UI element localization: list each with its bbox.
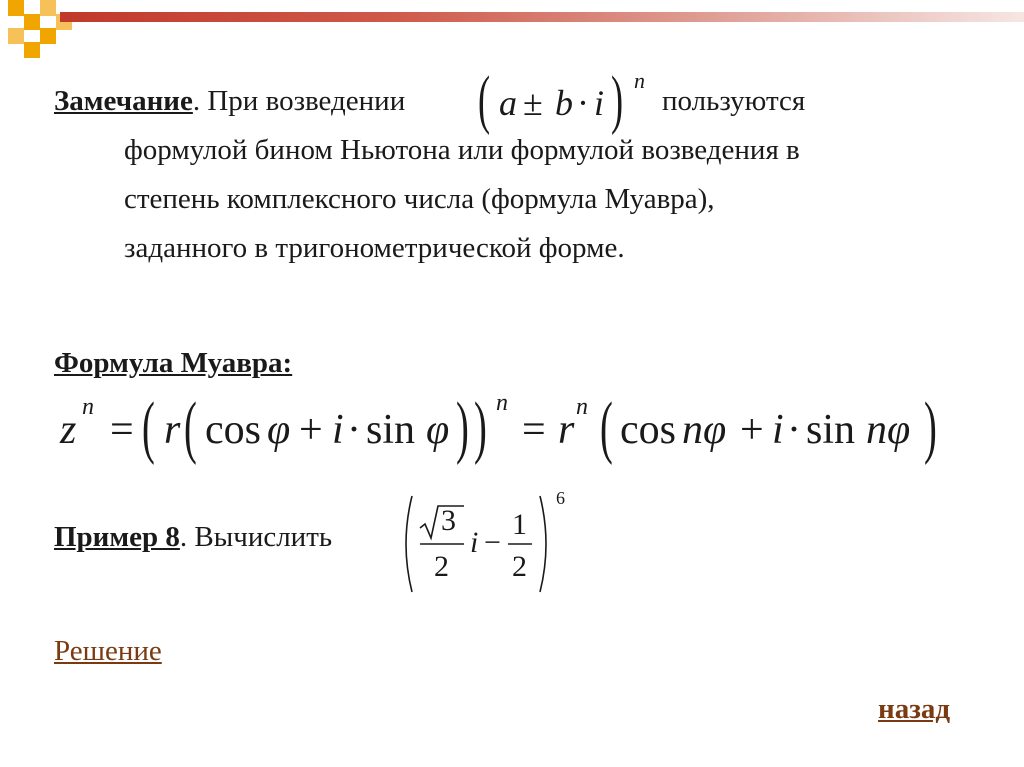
deco-square bbox=[8, 0, 24, 16]
moivre-heading: Формула Муавра: bbox=[54, 347, 293, 379]
example-text: Вычислить bbox=[187, 521, 333, 553]
remark-after: пользуются bbox=[662, 85, 806, 117]
header-bar bbox=[60, 12, 1024, 22]
deco-square bbox=[8, 28, 24, 44]
solution-link[interactable]: Решение bbox=[54, 635, 162, 667]
remark-label: Замечание bbox=[54, 85, 193, 117]
deco-square bbox=[24, 14, 40, 30]
remark-intro: При возведении bbox=[200, 85, 406, 117]
remark-line2: формулой бином Ньютона или формулой возведения в bbox=[124, 134, 800, 166]
deco-square bbox=[40, 0, 56, 16]
example-formula: 3 2 i − 1 2 6 bbox=[398, 488, 578, 600]
deco-square bbox=[40, 28, 56, 44]
deco-square bbox=[24, 42, 40, 58]
example-label: Пример 8 bbox=[54, 521, 180, 553]
remark-line3: степень комплексного числа (формула Муавра), bbox=[124, 183, 715, 215]
remark-line4: заданного в тригонометрической форме. bbox=[124, 232, 625, 264]
left-paren bbox=[406, 496, 412, 592]
right-paren bbox=[540, 496, 546, 592]
back-link[interactable]: назад bbox=[878, 693, 951, 725]
example-line: Пример 8. Вычислить bbox=[54, 521, 333, 553]
moivre-formula: z n = ( r ( cos φ + i · sin φ ) ) n = r n ( cos nφ + i · sin nφ ) bbox=[60, 389, 937, 466]
remark-line1: Замечание. При возведении bbox=[54, 85, 406, 117]
